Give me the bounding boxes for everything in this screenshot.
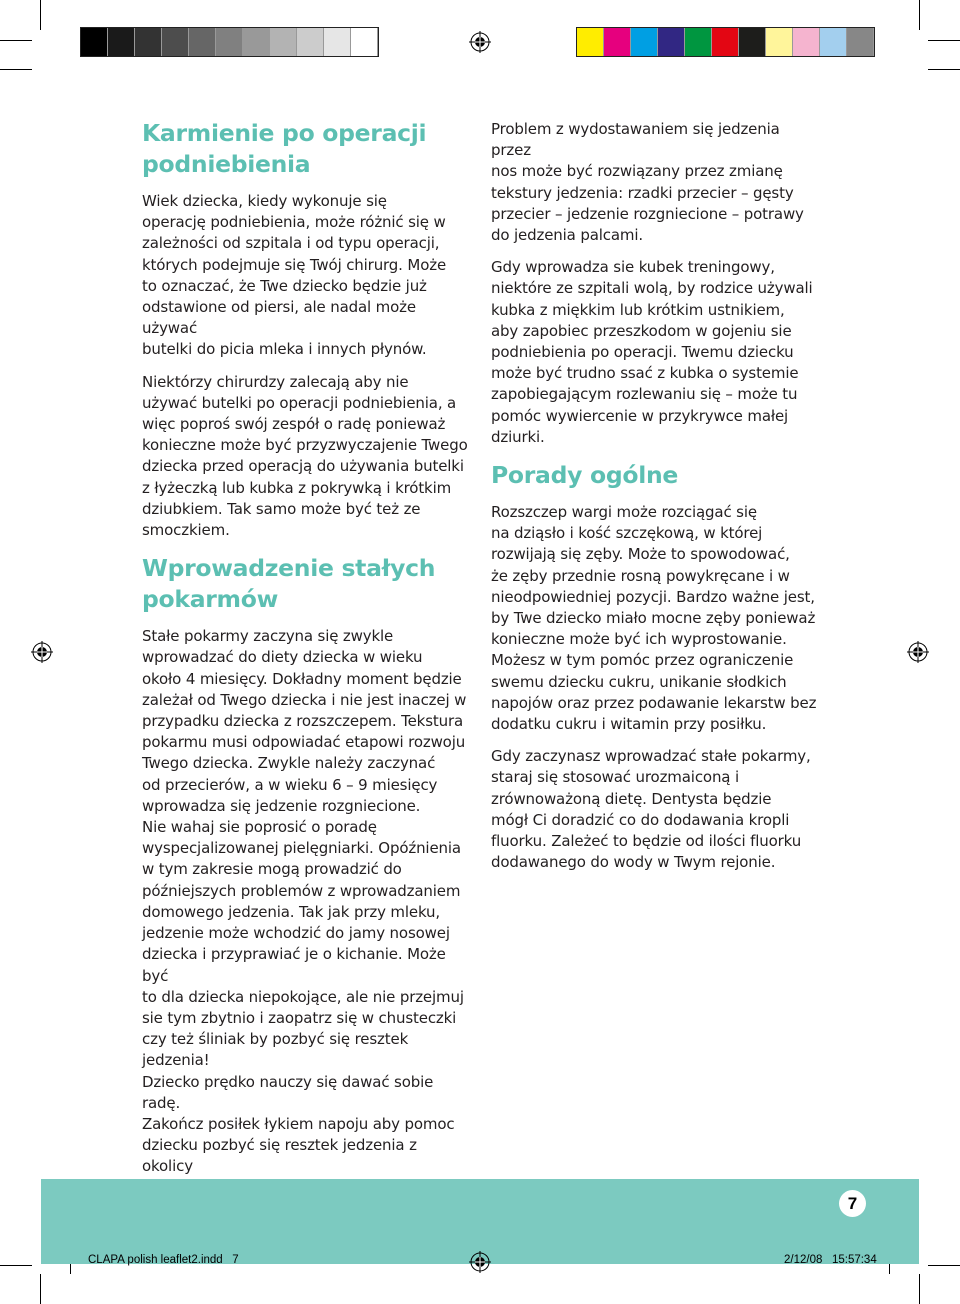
grayscale-color-bar	[80, 27, 379, 57]
crop-mark	[928, 69, 960, 70]
paragraph: Gdy wprowadza sie kubek treningowy, niektóre ze szpitali wolą, by rodzice używali kubka z miękkim lub krótkim ustnikiem, aby zapobiec przeszkodom w gojeniu sie podniebienia po operacji. Twemu dziecku może być trudno ssać z kubka o systemie zapobiegającym rozlewaniu się – może tu pomóc wywiercenie w przykrywce małej dziurki.	[491, 258, 813, 446]
color-swatch	[793, 28, 820, 56]
crop-mark	[919, 1274, 920, 1304]
paragraph: Niektórzy chirurdzy zalecają aby nie używać butelki po operacji podniebienia, a więc poproś swój zespół o radę ponieważ konieczne może być przyzwyczajenie Twego dziecka przed operacją do używania butelki z łyżeczką lub kubka z pokrywką i krótkim dziubkiem. Tak samo może być też ze smoczkiem.	[142, 372, 468, 540]
crop-mark	[928, 1265, 960, 1266]
crop-mark	[928, 40, 960, 41]
registration-mark-icon	[907, 641, 929, 663]
process-color-bar	[576, 27, 875, 57]
color-swatch	[351, 28, 378, 56]
paragraph: Gdy zaczynasz wprowadzać stałe pokarmy, staraj się stosować urozmaiconą i zrównoważoną dietę. Dentysta będzie mógł Ci doradzić co do dodawania kropli fluorku. Zależeć to będzie od ilości fluorku dodawanego do wody w Twym rejonie.	[491, 747, 811, 872]
registration-mark-icon	[469, 1251, 491, 1273]
color-swatch	[685, 28, 712, 56]
left-column	[142, 118, 472, 1199]
color-swatch	[847, 28, 874, 56]
color-swatch	[108, 28, 135, 56]
paragraph: Rozszczep wargi może rozciągać się na dziąsło i kość szczękową, w której rozwijają się zęby. Może to spowodować, że zęby przednie rosną powykręcane i w nieodpowiedniej pozycji. Bardzo ważne jest, by Twe dziecko miało mocne zęby ponieważ konieczne może być ich wyprostowanie. Możesz w tym pomóc przez ograniczenie swemu dziecku cukru, unikanie słodkich napojów oraz przez podawanie lekarstw bez dodatku cukru i witamin przy posiłku.	[491, 503, 817, 734]
color-swatch	[324, 28, 351, 56]
paragraph: Problem z wydostawaniem się jedzenia przez nos może być rozwiązany przez zmianę tekstury jedzenia: rzadki przecier – gęsty przecier – jedzenie rozgniecione – potrawy do jedzenia palcami.	[491, 120, 804, 245]
color-swatch	[81, 28, 108, 56]
page-number: 7	[839, 1190, 866, 1217]
slug-timestamp: 2/12/08 15:57:34	[784, 1254, 877, 1266]
color-swatch	[712, 28, 739, 56]
color-swatch	[270, 28, 297, 56]
paragraph: Wiek dziecka, kiedy wykonuje się operację podniebienia, może różnić się w zależności od szpitala i od typu operacji, których podejmuje się Twój chirurg. Może to oznaczać, że Twe dziecko będzie już odstawione od piersi, ale nadal może używać butelki do picia mleka i innych płynów.	[142, 192, 447, 359]
registration-mark-icon	[469, 31, 491, 53]
color-swatch	[162, 28, 189, 56]
heading-introducing-solids: Wprowadzenie stałych pokarmów	[142, 554, 436, 614]
slug-filename: CLAPA polish leaflet2.indd 7	[88, 1254, 239, 1266]
registration-mark-icon	[31, 641, 53, 663]
color-swatch	[189, 28, 216, 56]
color-swatch	[216, 28, 243, 56]
heading-general-advice: Porady ogólne	[491, 461, 679, 490]
right-column	[491, 119, 821, 874]
crop-mark	[40, 1274, 41, 1304]
crop-mark	[919, 0, 920, 30]
color-swatch	[739, 28, 766, 56]
color-swatch	[658, 28, 685, 56]
color-swatch	[135, 28, 162, 56]
crop-mark	[0, 1265, 32, 1266]
crop-mark	[0, 69, 32, 70]
crop-mark	[0, 40, 32, 41]
color-swatch	[297, 28, 324, 56]
color-swatch	[243, 28, 270, 56]
crop-mark	[40, 0, 41, 30]
paragraph: Stałe pokarmy zaczyna się zwykle wprowadzać do diety dziecka w wieku około 4 miesięcy. Dokładny moment będzie zależał od Twego dziecka i nie jest inaczej w przypadku dziecka z rozszczepem. Tekstura pokarmu musi odpowiadać etapowi rozwoju Twego dziecka. Zwykle należy zaczynać od przecierów, a w wieku 6 – 9 miesięcy wprowadza się jedzenie rozgniecione. Nie wahaj sie poprosić o poradę wyspecjalizowanej pielęgniarki. Opóźnienia w tym zakresie mogą prowadzić do późniejszych problemów z wprowadzaniem domowego jedzenia. Tak jak przy mleku, jedzenie może wchodzić do jamy nosowej dziecka i przyprawiać je o kichanie. Może być to dla dziecka niepokojące, ale nie przejmuj sie tym zbytnio i zaopatrz się w chusteczki czy też śliniak by pozbyć się resztek jedzenia! Dziecko prędko nauczy się dawać sobie radę. Zakończ posiłek łykiem napoju aby pomoc dziecku pozbyć się resztek jedzenia z okolicy	[142, 627, 467, 1176]
color-swatch	[631, 28, 658, 56]
color-swatch	[820, 28, 847, 56]
color-swatch	[577, 28, 604, 56]
color-swatch	[766, 28, 793, 56]
color-swatch	[604, 28, 631, 56]
heading-feeding-after-palate-surgery: Karmienie po operacji podniebienia	[142, 119, 427, 178]
